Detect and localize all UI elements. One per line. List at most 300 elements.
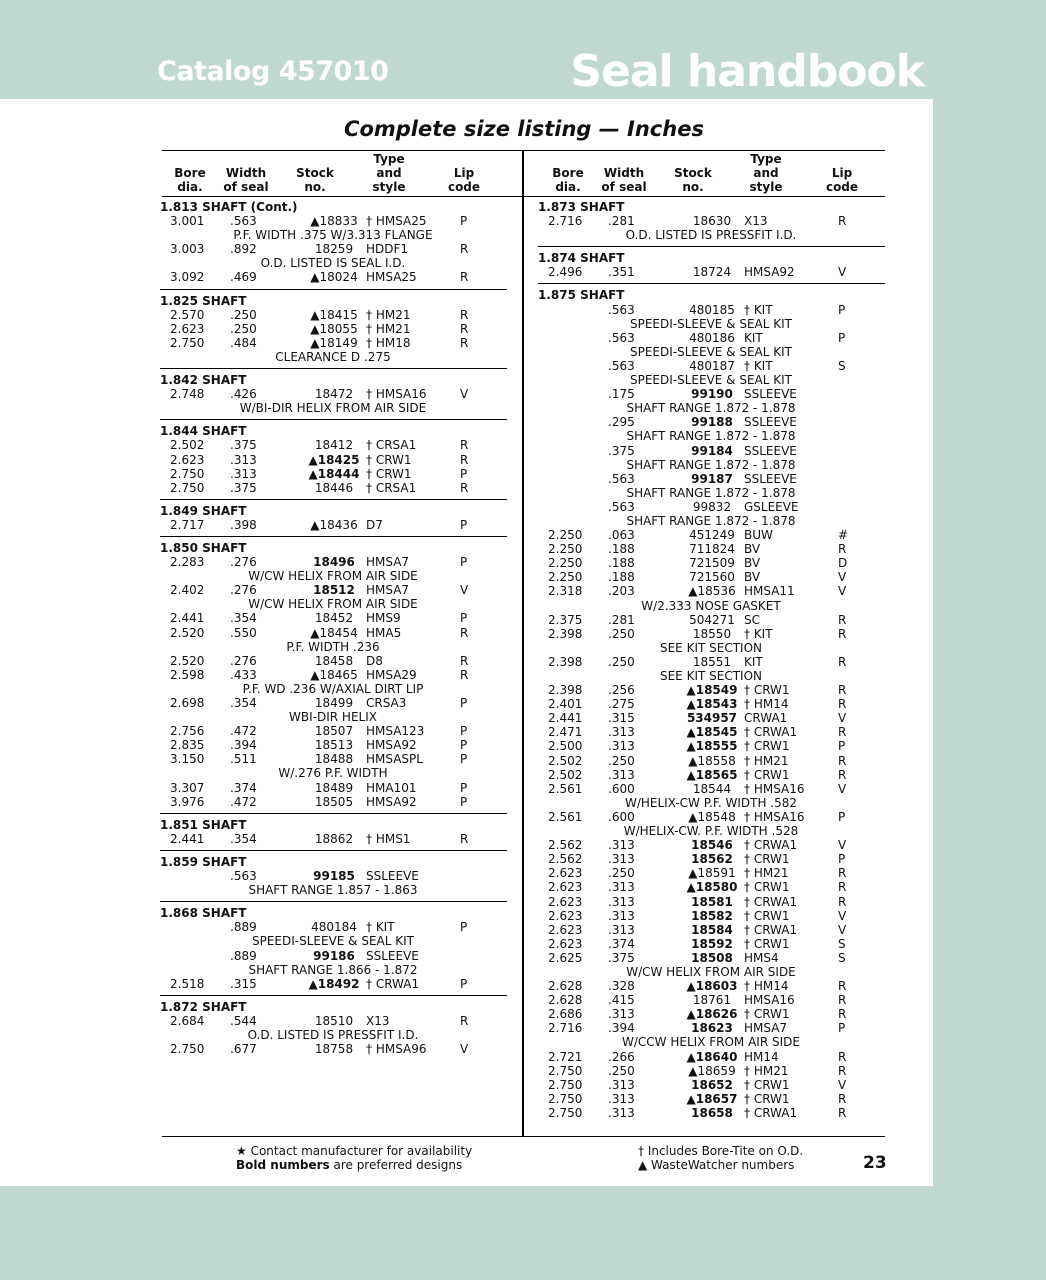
lip-code: R [838,697,847,712]
stock-number: ▲18558 [688,753,736,768]
shaft-size: 1.842 SHAFT [160,373,247,388]
lip-code: P [838,852,846,867]
lip-code: R [838,866,847,881]
lip-code: P [838,739,846,754]
stock-number: 18446 [314,480,354,495]
lip-code: R [838,1049,847,1064]
listing-row [160,795,507,809]
shaft-heading [160,818,507,832]
bore-dia: 2.684 [170,1013,205,1028]
seal-width: .472 [230,724,257,739]
bore-dia: 2.625 [548,950,583,965]
seal-width: .328 [608,979,635,994]
lip-code: R [460,1013,469,1028]
shaft-size: 1.859 SHAFT [160,854,247,869]
bore-dia: 2.441 [170,611,205,626]
seal-width: .313 [230,466,257,481]
listing-row [160,583,507,597]
listing-note [160,401,507,415]
type-style: SSLEEVE [744,471,797,486]
seal-width: .313 [608,922,635,937]
type-style: † CRWA1 [744,922,798,937]
lip-code: P [460,214,468,229]
listing-row [160,322,507,336]
bore-dia: 2.835 [170,738,205,753]
type-style: † HM21 [366,321,411,336]
section-divider [160,850,507,851]
listing-row [160,214,507,228]
listing-row [538,528,885,542]
seal-width: .188 [608,556,635,571]
bore-dia: 2.623 [548,908,583,923]
stock-number: ▲18024 [310,270,358,285]
stock-number: 18581 [691,894,733,909]
listing-row [160,977,507,991]
stock-number: ▲18536 [688,584,736,599]
shaft-heading [160,373,507,387]
type-style: † CRSA1 [366,480,417,495]
header-type-right: Type and style [749,152,783,194]
type-style: † HMSA16 [744,809,805,824]
stock-number: 18508 [691,950,733,965]
type-style: † CRW1 [744,852,790,867]
stock-number: 18592 [691,936,733,951]
seal-width: .351 [608,265,635,280]
listing-row [538,697,885,711]
lip-code: P [460,611,468,626]
listing-note [538,824,885,838]
lip-code: P [460,517,468,532]
seal-width: .250 [608,654,635,669]
type-style: HMSA7 [366,555,410,570]
lip-code: R [838,626,847,641]
lip-code: P [460,976,468,991]
listing-row [160,387,507,401]
lip-code: S [838,950,846,965]
stock-number: 451249 [689,528,735,543]
shaft-heading [160,424,507,438]
shaft-size: 1.875 SHAFT [538,288,625,303]
header-bore: Bore dia. [174,166,206,194]
header-width: Width of seal [223,166,269,194]
header-band [0,0,1046,99]
seal-width: .276 [230,583,257,598]
stock-number: ▲18549 [686,683,738,698]
listing-row [538,214,885,228]
stock-number: ▲18444 [308,466,360,481]
listing-note [538,1035,885,1049]
listing-row [538,584,885,598]
listing-note [538,401,885,415]
lip-code: V [460,1042,469,1057]
bore-dia: 2.698 [170,696,205,710]
stock-number: 18510 [314,1013,354,1028]
lip-code: P [460,696,468,710]
seal-width: .250 [608,626,635,641]
listing-row [160,481,507,495]
header-bore-right: Bore dia. [552,166,584,194]
lip-code: R [838,654,847,669]
note-text: W/.276 P.F. WIDTH [278,766,388,781]
note-text: W/BI-DIR HELIX FROM AIR SIDE [239,401,427,416]
lip-code: P [460,780,468,795]
stock-number: 18412 [314,438,354,453]
listing-note [160,228,507,242]
note-text: O.D. LISTED IS SEAL I.D. [260,256,406,271]
stock-number: ▲18149 [310,335,358,350]
stock-number: 18862 [314,831,354,846]
lip-code: R [838,880,847,895]
seal-width: .063 [608,528,635,543]
lip-code: P [460,555,468,570]
stock-number: 99188 [691,415,733,430]
listing-row [160,242,507,256]
stock-number: ▲18659 [688,1063,736,1078]
listing-row [538,866,885,880]
bore-dia: 3.003 [170,242,205,257]
type-style: HDDF1 [366,242,409,257]
stock-number: 480185 [689,302,735,317]
seal-width: .313 [230,452,257,467]
seal-width: .354 [230,696,257,710]
listing-note [160,1028,507,1042]
type-style: HMA5 [366,625,402,640]
lip-code: R [838,753,847,768]
footnote-left [236,1144,472,1172]
type-style: † CRW1 [744,683,790,698]
bore-dia: 2.686 [548,1007,583,1022]
listing-row [160,308,507,322]
lip-code: R [838,894,847,909]
listing-row [160,336,507,350]
shaft-heading [160,1000,507,1014]
listing-note [538,599,885,613]
page [0,99,933,1186]
bore-dia: 2.441 [170,831,205,846]
seal-width: .256 [608,683,635,698]
listing-row [538,1092,885,1106]
bore-dia: 3.092 [170,270,205,285]
seal-width: .484 [230,335,257,350]
type-style: † CRWA1 [744,725,798,740]
seal-width: .313 [608,908,635,923]
stock-number: ▲18465 [310,667,358,682]
footnote-boretite: † Includes Bore-Tite on O.D. [638,1144,804,1158]
seal-width: .889 [230,920,257,935]
stock-number: 480184 [311,920,357,935]
stock-number: 18562 [691,852,733,867]
bore-dia: 2.520 [170,625,205,640]
type-style: † KIT [744,358,773,373]
seal-width: .250 [230,321,257,336]
bore-dia: 2.628 [548,979,583,994]
seal-width: .276 [230,555,257,570]
bore-dia: 2.402 [170,583,205,598]
listing-row [160,555,507,569]
type-style: D7 [366,517,383,532]
type-style: † CRW1 [744,908,790,923]
listing-note [160,640,507,654]
stock-number: 18505 [314,794,354,809]
listing-note [160,710,507,724]
listing-row [538,570,885,584]
seal-width: .433 [230,667,257,682]
bore-dia: 2.750 [548,1105,583,1120]
bore-dia: 2.570 [170,307,205,322]
listing-row [538,472,885,486]
seal-width: .550 [230,625,257,640]
type-style: † KIT [366,920,395,935]
lip-code: R [838,542,847,557]
type-style: D8 [366,653,383,668]
type-style: † HM21 [366,307,411,322]
bore-dia: 2.283 [170,555,205,570]
lip-code: R [460,480,469,495]
stock-number: 18758 [314,1042,354,1057]
listing-row [538,1007,885,1021]
seal-width: .313 [608,1105,635,1120]
seal-width: .313 [608,739,635,754]
listing-row [538,711,885,725]
left-listing [160,200,507,1056]
type-style: HMSA7 [366,583,410,598]
type-style: † CRW1 [366,452,412,467]
type-style: HMSA29 [366,667,417,682]
lip-code: P [460,794,468,809]
listing-note [160,256,507,270]
listing-note [538,486,885,500]
type-style: CRWA1 [744,711,788,726]
lip-code: R [838,214,847,229]
stock-number: ▲18565 [686,767,738,782]
lip-code: R [460,242,469,257]
type-style: † HM21 [744,753,789,768]
listing-note [538,373,885,387]
seal-width: .472 [230,794,257,809]
type-style: † HM21 [744,866,789,881]
seal-width: .677 [230,1042,257,1057]
shaft-size: 1.849 SHAFT [160,503,247,518]
type-style: † HMSA25 [366,214,427,229]
seal-width: .313 [608,852,635,867]
bore-dia: 2.401 [548,697,583,712]
stock-number: 99832 [692,499,732,514]
lip-code: D [838,556,848,571]
stock-number: ▲18548 [688,809,736,824]
listing-row [160,467,507,481]
page-subtitle: Complete size listing — Inches [344,117,704,141]
stock-number: ▲18603 [686,979,738,994]
seal-width: .203 [608,584,635,599]
note-text: SEE KIT SECTION [659,640,763,655]
bore-dia: 2.716 [548,214,583,229]
seal-width: .415 [608,993,635,1008]
section-divider [160,368,507,369]
lip-code: V [838,922,847,937]
listing-note [538,641,885,655]
lip-code: R [838,1063,847,1078]
seal-width: .276 [230,653,257,668]
type-style: † HM14 [744,697,789,712]
stock-number: 18513 [314,738,354,753]
header-stock-right: Stock no. [674,166,712,194]
bore-dia: 2.502 [548,753,583,768]
stock-number: 18724 [692,265,732,280]
stock-number: 18544 [692,781,732,796]
bore-dia: 2.750 [170,335,205,350]
lip-code: R [460,667,469,682]
type-style: HMS9 [366,611,401,626]
listing-row [538,444,885,458]
lip-code: P [838,330,846,345]
note-text: W/CCW HELIX FROM AIR SIDE [622,1035,800,1050]
listing-note [160,934,507,948]
seal-width: .313 [608,1091,635,1106]
lip-code: R [460,335,469,350]
note-text: O.D. LISTED IS PRESSFIT I.D. [625,228,797,243]
page-number: 23 [863,1153,887,1173]
stock-number: 18512 [313,583,355,598]
type-style: † HM21 [744,1063,789,1078]
section-divider [160,995,507,996]
seal-width: .354 [230,611,257,626]
stock-number: 18623 [691,1021,733,1036]
lip-code: R [838,1105,847,1120]
listing-row [160,438,507,452]
bore-dia: 2.561 [548,809,583,824]
listing-row [538,627,885,641]
bore-dia: 2.750 [548,1077,583,1092]
bore-dia: 2.496 [548,265,583,280]
listing-row [160,781,507,795]
bore-dia: 2.375 [548,612,583,627]
type-style: HMSA92 [366,794,417,809]
bore-dia: 3.976 [170,794,205,809]
bore-dia: 2.716 [548,1021,583,1036]
stock-number: 480186 [689,330,735,345]
section-divider [160,289,507,290]
header-width-right: Width of seal [601,166,647,194]
lip-code: V [838,781,847,796]
bore-dia: 2.398 [548,654,583,669]
listing-note [160,766,507,780]
shaft-heading [538,251,885,265]
seal-width: .275 [608,697,635,712]
bore-dia: 2.471 [548,725,583,740]
seal-width: .313 [608,838,635,853]
type-style: † CRW1 [744,767,790,782]
listing-row [160,869,507,883]
stock-number: 18472 [314,387,354,402]
stock-number: ▲18055 [310,321,358,336]
listing-row [160,696,507,710]
seal-width: .563 [608,330,635,345]
stock-number: 99190 [691,387,733,402]
section-divider [160,499,507,500]
shaft-heading [160,855,507,869]
seal-width: .394 [608,1021,635,1036]
lip-code: P [460,724,468,739]
stock-number: 534957 [686,711,738,726]
listing-row [538,556,885,570]
bore-dia: 2.623 [548,936,583,951]
stock-number: 18458 [314,653,354,668]
note-text: SHAFT RANGE 1.872 - 1.878 [626,457,796,472]
bore-dia: 2.250 [548,570,583,585]
column-divider [522,150,524,1136]
seal-width: .600 [608,809,635,824]
listing-row [538,852,885,866]
lip-code: P [838,809,846,824]
listing-row [160,270,507,284]
handbook-title: Seal handbook [570,46,924,97]
stock-number: 711824 [689,542,735,557]
type-style: SC [744,612,760,627]
type-style: † KIT [744,302,773,317]
seal-width: .375 [608,950,635,965]
shaft-size: 1.874 SHAFT [538,251,625,266]
seal-width: .188 [608,570,635,585]
stock-number: 18761 [692,993,732,1008]
listing-row [160,920,507,934]
type-style: KIT [744,330,763,345]
bore-dia: 2.748 [170,387,205,402]
lip-code: R [460,653,469,668]
stock-number: 18652 [691,1077,733,1092]
shaft-heading [160,504,507,518]
bore-dia: 2.520 [170,653,205,668]
seal-width: .398 [230,517,257,532]
type-style: KIT [744,654,763,669]
seal-width: .374 [230,780,257,795]
lip-code: P [460,752,468,767]
stock-number: 504271 [689,612,735,627]
listing-row [160,1014,507,1028]
note-text: SHAFT RANGE 1.857 - 1.863 [248,883,418,898]
listing-note [538,317,885,331]
type-style: † CRWA1 [744,894,798,909]
listing-row [538,810,885,824]
listing-row [160,1042,507,1056]
listing-note [160,597,507,611]
bore-dia: 2.717 [170,517,205,532]
seal-width: .374 [608,936,635,951]
shaft-heading [160,906,507,920]
lip-code: V [838,584,847,599]
bore-dia: 3.150 [170,752,205,767]
lip-code: R [838,1007,847,1022]
seal-width: .250 [608,753,635,768]
lip-code: R [460,625,469,640]
lip-code: P [460,466,468,481]
type-style: † CRW1 [744,936,790,951]
seal-width: .426 [230,387,257,402]
shaft-size: 1.825 SHAFT [160,293,247,308]
seal-width: .188 [608,542,635,557]
listing-row [538,937,885,951]
listing-note [160,569,507,583]
type-style: HMS4 [744,950,779,965]
stock-number: 18546 [691,838,733,853]
listing-row [538,387,885,401]
stock-number: ▲18626 [686,1007,738,1022]
type-style: † CRW1 [744,1091,790,1106]
seal-width: .563 [608,302,635,317]
header-type: Type and style [372,152,406,194]
seal-width: .281 [608,214,635,229]
note-text: W/2.333 NOSE GASKET [641,598,781,613]
listing-row [538,923,885,937]
